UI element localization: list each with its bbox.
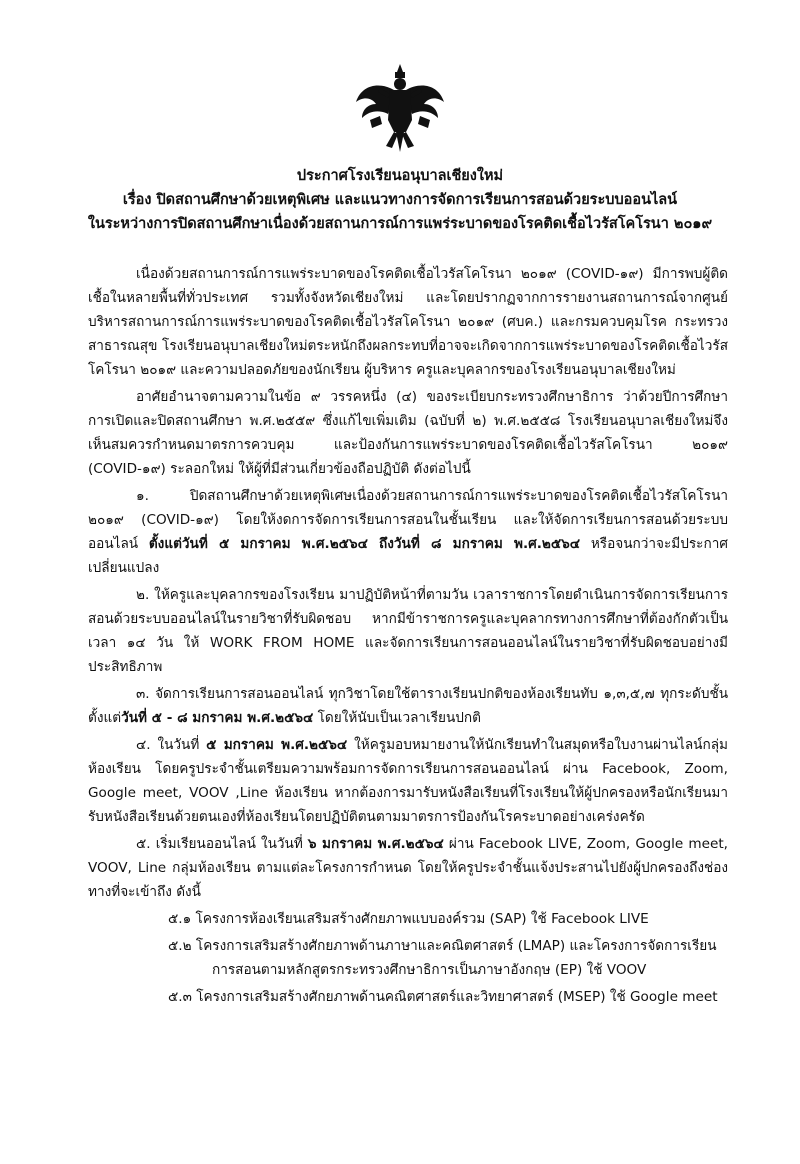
- item-5: [88, 832, 728, 904]
- item-5-3: ๕.๓ โครงการเสริมสร้างศักยภาพด้านคณิตศาสตร์และวิทยาศาสตร์ (MSEP) ใช้ Google meet: [168, 989, 718, 1005]
- item-3-dates: วันที่ ๕ - ๘ มกราคม พ.ศ.๒๕๖๔: [121, 710, 314, 726]
- garuda-emblem-icon: [350, 62, 450, 154]
- item-5-2: [168, 934, 728, 982]
- item-5-text: ผ่าน Facebook LIVE, Zoom, Google meet, VOOV, Line กลุ่มห้องเรียน ตามแต่ละโครงการกำหนด โดยให้ครูประจำชั้นแจ้งประสานไปยังผู้ปกครองถึงช่องทางที่จะเข้าถึง ดังนี้: [88, 836, 728, 900]
- paragraph-authority: อาศัยอำนาจตามความในข้อ ๙ วรรคหนึ่ง (๔) ของระเบียบกระทรวงศึกษาธิการ ว่าด้วยปีการศึกษา การเปิดและปิดสถานศึกษา พ.ศ.๒๕๕๙ ซึ่งแก้ไขเพิ่มเติม (ฉบับที่ ๒) พ.ศ.๒๕๕๘ โรงเรียนอนุบาลเชียงใหม่จึงเห็นสมควรกำหนดมาตรการควบคุม และป้องกันการแพร่ระบาดของโรคติดเชื้อไวรัสโคโรนา ๒๐๑๙ (COVID-๑๙) ระลอกใหม่ ให้ผู้ที่มีส่วนเกี่ยวข้องถือปฏิบัติ ดังต่อไปนี้: [88, 389, 728, 477]
- announcement-title: ประกาศโรงเรียนอนุบาลเชียงใหม่: [296, 168, 504, 184]
- paragraph-background: เนื่องด้วยสถานการณ์การแพร่ระบาดของโรคติดเชื้อไวรัสโคโรนา ๒๐๑๙ (COVID-๑๙) มีการพบผู้ติดเชื้อในหลายพื้นที่ทั่วประเทศ รวมทั้งจังหวัดเชียงใหม่ และโดยปรากฏจากการรายงานสถานการณ์จากศูนย์บริหารสถานการณ์การแพร่ระบาดของโรคติดเชื้อไวรัสโคโรนา ๒๐๑๙ (ศบค.) และกรมควบคุมโรค กระทรวงสาธารณสุข โรงเรียนอนุบาลเชียงใหม่ตระหนักถึงผลกระทบที่อาจจะเกิดจากการแพร่ระบาดของโรคติดเชื้อไวรัสโคโรนา ๒๐๑๙ และความปลอดภัยของนักเรียน ผู้บริหาร ครูและบุคลากรของโรงเรียนอนุบาลเชียงใหม่: [88, 266, 728, 378]
- announcement-subject-line2: ในระหว่างการปิดสถานศึกษาเนื่องด้วยสถานการณ์การแพร่ระบาดของโรคติดเชื้อไวรัสโคโรนา ๒๐๑๙: [87, 216, 713, 232]
- item-3-text: ๓. จัดการเรียนการสอนออนไลน์ ทุกวิชาโดยใช้ตารางเรียนปกติของห้องเรียนทับ ๑,๓,๕,๗ ทุกระดับชั้น ตั้งแต่: [88, 686, 728, 726]
- item-5-lead: ๕. เริ่มเรียนออนไลน์ ในวันที่: [136, 836, 303, 852]
- item-5-1: ๕.๑ โครงการห้องเรียนเสริมสร้างศักยภาพแบบองค์รวม (SAP) ใช้ Facebook LIVE: [168, 911, 649, 927]
- item-4-date: ๕ มกราคม พ.ศ.๒๕๖๔: [206, 737, 348, 753]
- item-4-text: ให้ครูมอบหมายงานให้นักเรียนทำในสมุดหรือใบงานผ่านไลน์กลุ่มห้องเรียน โดยครูประจำชั้นเตรียมความพร้อมการจัดการเรียนการสอนออนไลน์ ผ่าน Facebook, Zoom, Google meet, VOOV ,Line ห้องเรียน หากต้องการมารับหนังสือเรียนที่โรงเรียนให้ผู้ปกครองหรือนักเรียนมารับหนังสือเรียนด้วยตนเองที่ห้องเรียนโดยปฏิบัติตนตามมาตรการป้องกันโรคระบาดอย่างเคร่งครัด: [88, 737, 728, 825]
- item-4: [88, 733, 728, 829]
- item-1-tail: หรือจนกว่าจะมีประกาศเปลี่ยนแปลง: [88, 536, 728, 576]
- item-1-dates: ตั้งแต่วันที่ ๕ มกราคม พ.ศ.๒๕๖๔ ถึงวันที่ ๘ มกราคม พ.ศ.๒๕๖๔: [148, 536, 581, 552]
- item-5-2-line1: ๕.๒ โครงการเสริมสร้างศักยภาพด้านภาษาและคณิตศาสตร์ (LMAP) และโครงการจัดการเรียน: [168, 938, 717, 954]
- announcement-body: [88, 262, 728, 1012]
- announcement-subject: เรื่อง ปิดสถานศึกษาด้วยเหตุพิเศษ และแนวทางการจัดการเรียนการสอนด้วยระบบออนไลน์: [122, 192, 678, 208]
- item-3: [88, 682, 728, 730]
- item-5-date: ๖ มกราคม พ.ศ.๒๕๖๔: [307, 836, 444, 852]
- item-2: ๒. ให้ครูและบุคลากรของโรงเรียน มาปฏิบัติหน้าที่ตามวัน เวลาราชการโดยดำเนินการจัดการเรียนการสอนด้วยระบบออนไลน์ในรายวิชาที่รับผิดชอบ หากมีข้าราชการครูและบุคลากรทางการศึกษาที่ต้องกักตัวเป็นเวลา ๑๔ วัน ให้ WORK FROM HOME และจัดการเรียนการสอนออนไลน์ในรายวิชาที่รับผิดชอบอย่างมีประสิทธิภาพ: [88, 587, 728, 675]
- item-5-2-line2: การสอนตามหลักสูตรกระทรวงศึกษาธิการเป็นภาษาอังกฤษ (EP) ใช้ VOOV: [212, 962, 647, 978]
- item-4-lead: ๔. ในวันที่: [136, 737, 200, 753]
- item-3-tail: โดยให้นับเป็นเวลาเรียนปกติ: [317, 710, 481, 726]
- item-1: [88, 484, 728, 580]
- item-1-text: ๑. ปิดสถานศึกษาด้วยเหตุพิเศษเนื่องด้วยสถานการณ์การแพร่ระบาดของโรคติดเชื้อไวรัสโคโรนา ๒๐๑๙ (COVID-๑๙) โดยให้งดการจัดการเรียนการสอนในชั้นเรียน และให้จัดการเรียนการสอนด้วยระบบออนไลน์: [88, 488, 728, 552]
